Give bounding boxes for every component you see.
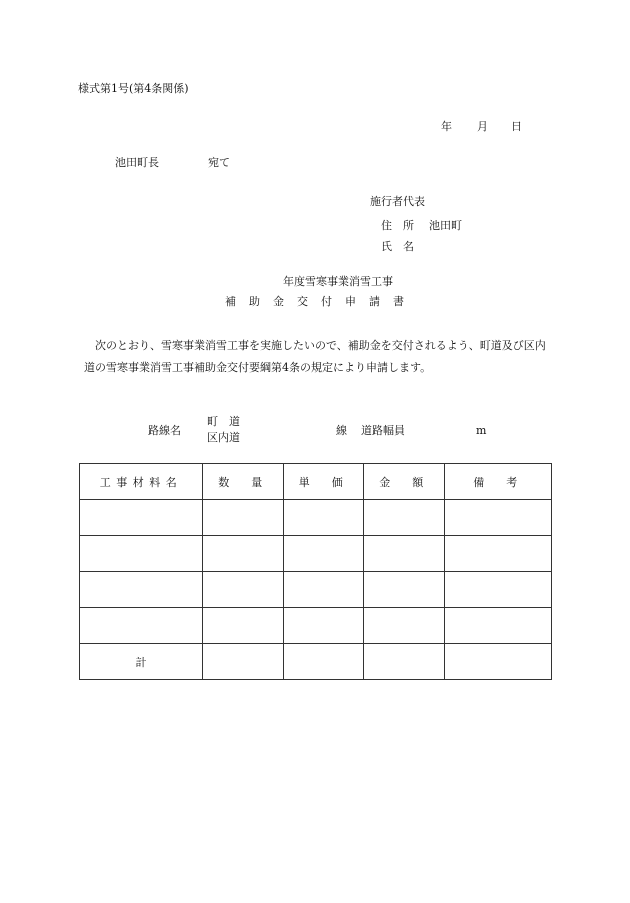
route-option-district-road: 区内道 xyxy=(207,431,240,444)
header-remarks: 備 考 xyxy=(445,464,552,500)
cell-total-remarks[interactable] xyxy=(445,644,552,680)
header-unit-price: 単 価 xyxy=(284,464,364,500)
cell-amount[interactable] xyxy=(364,572,445,608)
address-label: 住 所 xyxy=(381,219,414,232)
total-label: 計 xyxy=(80,644,203,680)
cell-material-name[interactable] xyxy=(80,500,203,536)
address-value: 池田町 xyxy=(429,219,462,232)
title-char: 助 xyxy=(249,295,260,308)
cell-material-name[interactable] xyxy=(80,572,203,608)
header-amount: 金 額 xyxy=(364,464,445,500)
title-char: 交 xyxy=(297,295,308,308)
cell-remarks[interactable] xyxy=(445,572,552,608)
document-title-line1: 年度雪寒事業消雪工事 xyxy=(283,275,393,288)
title-char: 補 xyxy=(225,295,236,308)
materials-table xyxy=(79,463,552,680)
body-text: 次のとおり、雪寒事業消雪工事を実施したいので、補助金を交付されるよう、町道及び区内道の雪寒事業消雪工事補助金交付要綱第4条の規定により申請します。 xyxy=(84,339,546,374)
cell-unit-price[interactable] xyxy=(284,608,364,644)
cell-quantity[interactable] xyxy=(203,608,284,644)
cell-unit-price[interactable] xyxy=(284,500,364,536)
cell-remarks[interactable] xyxy=(445,536,552,572)
addressee-name: 池田町長 xyxy=(115,156,159,169)
table-total-row xyxy=(80,644,552,680)
cell-material-name[interactable] xyxy=(80,536,203,572)
table-header-row xyxy=(80,464,552,500)
date-day-label: 日 xyxy=(511,120,522,133)
addressee-suffix: 宛て xyxy=(208,156,230,169)
title-char: 書 xyxy=(393,295,404,308)
applicant-title: 施行者代表 xyxy=(370,195,425,208)
date-year-label: 年 xyxy=(441,120,452,133)
table-row xyxy=(80,536,552,572)
route-option-town-road: 町 道 xyxy=(207,415,240,428)
cell-unit-price[interactable] xyxy=(284,572,364,608)
line-label: 線 xyxy=(336,424,347,437)
cell-amount[interactable] xyxy=(364,536,445,572)
name-label: 氏 名 xyxy=(381,240,414,253)
cell-material-name[interactable] xyxy=(80,608,203,644)
header-material-name: 工事材料名 xyxy=(80,464,203,500)
cell-remarks[interactable] xyxy=(445,500,552,536)
road-width-unit: m xyxy=(476,424,487,437)
date-month-label: 月 xyxy=(477,120,488,133)
title-char: 金 xyxy=(273,295,284,308)
cell-quantity[interactable] xyxy=(203,500,284,536)
title-char: 申 xyxy=(345,295,356,308)
form-number: 様式第1号(第4条関係) xyxy=(78,82,189,95)
road-width-label: 道路幅員 xyxy=(361,424,405,437)
cell-remarks[interactable] xyxy=(445,608,552,644)
document-title-line2 xyxy=(225,296,417,307)
title-char: 請 xyxy=(369,295,380,308)
cell-total-amount[interactable] xyxy=(364,644,445,680)
table-row xyxy=(80,500,552,536)
cell-total-unit-price[interactable] xyxy=(284,644,364,680)
table-row xyxy=(80,608,552,644)
cell-unit-price[interactable] xyxy=(284,536,364,572)
cell-amount[interactable] xyxy=(364,608,445,644)
cell-total-quantity[interactable] xyxy=(203,644,284,680)
cell-quantity[interactable] xyxy=(203,572,284,608)
route-label: 路線名 xyxy=(148,424,181,437)
cell-amount[interactable] xyxy=(364,500,445,536)
title-char: 付 xyxy=(321,295,332,308)
cell-quantity[interactable] xyxy=(203,536,284,572)
header-quantity: 数 量 xyxy=(203,464,284,500)
table-row xyxy=(80,572,552,608)
